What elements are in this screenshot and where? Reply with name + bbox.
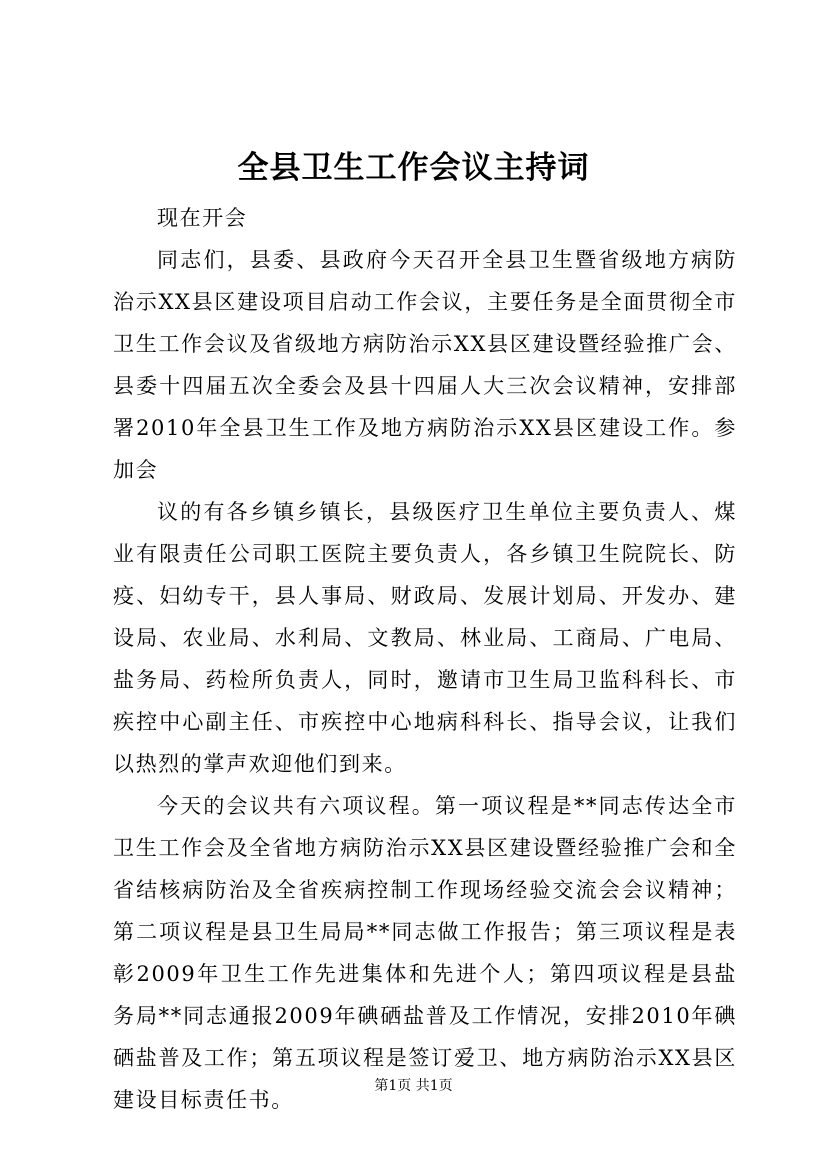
paragraph-attendees: 议的有各乡镇乡镇长，县级医疗卫生单位主要负责人、煤业有限责任公司职工医院主要负责人，各乡镇卫生院院长、防疫、妇幼专干，县人事局、财政局、发展计划局、开发办、建设局、农业局、水利局、文教局、林业局、工商局、广电局、盐务局、药检所负责人，同时，邀请市卫生局卫监科科长、市疾控中心副主任、市疾控中心地病科科长、指导会议，让我们以热烈的掌声欢迎他们到来。	[113, 500, 737, 776]
paragraph-agenda: 今天的会议共有六项议程。第一项议程是**同志传达全市卫生工作会及全省地方病防治示XX县区建设暨经验推广会和全省结核病防治及全省疾病控制工作现场经验交流会会议精神；第二项议程是县卫生局局**同志做工作报告；第三项议程是表彰2009年卫生工作先进集体和先进个人；第四项议程是县盐务局**同志通报2009年碘硒盐普及工作情况，安排2010年碘硒盐普及工作；第五项议程是签订爱卫、地方病防治示XX县区建设目标责任书。	[113, 794, 737, 1112]
document-title: 全县卫生工作会议主持词	[237, 150, 590, 186]
document-body	[113, 197, 737, 1121]
paragraph-opening: 现在开会	[157, 206, 248, 230]
paragraph-introduction: 同志们，县委、县政府今天召开全县卫生暨省级地方病防治示XX县区建设项目启动工作会议，主要任务是全面贯彻全市卫生工作会议及省级地方病防治示XX县区建设暨经验推广会、县委十四届五次全委会及县十四届人大三次会议精神，安排部署2010年全县卫生工作及地方病防治示XX县区建设工作。参加会	[113, 248, 737, 482]
page-footer: 第1页 共1页	[374, 1078, 453, 1094]
